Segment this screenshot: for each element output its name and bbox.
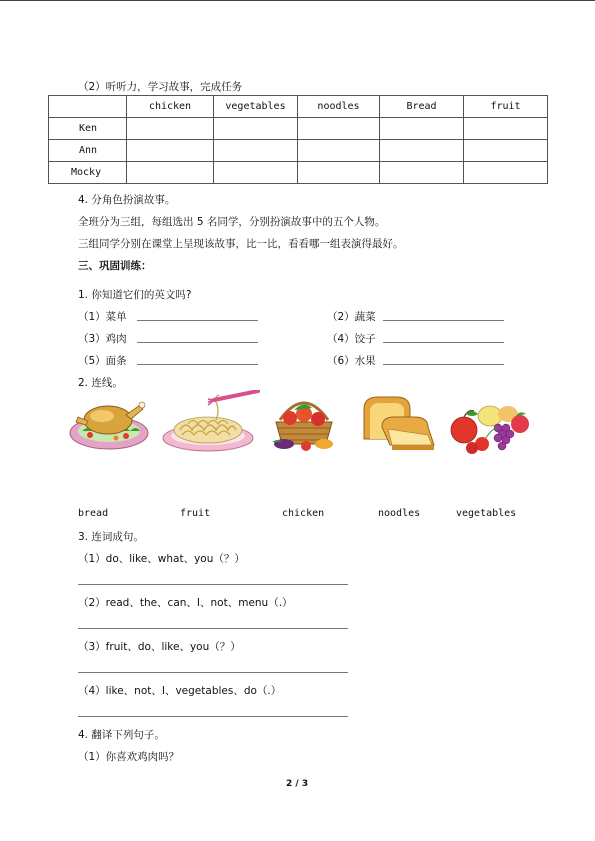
q3-item: （3）fruit、do、like、you（？） <box>78 641 241 653</box>
answer-cell[interactable] <box>464 118 548 140</box>
answer-cell[interactable] <box>214 162 298 184</box>
answer-line[interactable] <box>78 716 348 717</box>
roleplay-line-1: 全班分为三组，每组选出 5 名同学，分别扮演故事中的五个人物。 <box>78 216 386 228</box>
q4-heading: 4. 翻译下列句子。 <box>78 729 165 741</box>
q1-item: （4）饺子 <box>327 333 376 345</box>
q3-heading: 3. 连词成句。 <box>78 531 144 543</box>
answer-cell[interactable] <box>214 140 298 162</box>
answer-cell[interactable] <box>380 118 464 140</box>
answer-blank[interactable] <box>383 342 504 343</box>
table-header-cell: chicken <box>127 96 214 118</box>
bread-picture[interactable] <box>358 393 438 455</box>
q4-item: （1）你喜欢鸡肉吗？ <box>78 751 180 763</box>
answer-blank[interactable] <box>137 320 258 321</box>
answer-cell[interactable] <box>298 140 380 162</box>
table-header-cell: fruit <box>464 96 548 118</box>
q3-item: （4）like、not、I、vegetables、do（.） <box>78 685 282 697</box>
q1-item: （5）面条 <box>78 355 127 367</box>
q3-item: （2）read、the、can、I、not、menu（.） <box>78 597 293 609</box>
listening-heading: （2）听听力，学习故事，完成任务 <box>78 81 243 93</box>
match-word[interactable]: fruit <box>180 508 211 519</box>
answer-line[interactable] <box>78 584 348 585</box>
match-word[interactable]: vegetables <box>456 508 517 519</box>
fruit-picture[interactable] <box>446 398 534 458</box>
answer-cell[interactable] <box>214 118 298 140</box>
roleplay-line-2: 三组同学分别在课堂上呈现该故事，比一比，看看哪一组表演得最好。 <box>78 238 404 250</box>
answer-cell[interactable] <box>464 162 548 184</box>
answer-cell[interactable] <box>127 118 214 140</box>
answer-blank[interactable] <box>137 342 258 343</box>
answer-blank[interactable] <box>137 364 258 365</box>
answer-cell[interactable] <box>464 140 548 162</box>
vegetable-basket-picture[interactable] <box>268 392 340 452</box>
section-3-heading: 三、巩固训练： <box>78 260 152 272</box>
page-top-rule <box>0 0 595 1</box>
noodles-picture[interactable] <box>158 390 266 456</box>
table-row <box>49 140 548 162</box>
roast-chicken-picture[interactable] <box>68 393 150 453</box>
answer-cell[interactable] <box>127 162 214 184</box>
row-label: Mocky <box>49 162 127 184</box>
match-word[interactable]: bread <box>78 508 109 519</box>
answer-cell[interactable] <box>298 118 380 140</box>
answer-line[interactable] <box>78 672 348 673</box>
answer-line[interactable] <box>78 628 348 629</box>
table-row <box>49 162 548 184</box>
q1-heading: 1. 你知道它们的英文吗? <box>78 289 192 301</box>
answer-blank[interactable] <box>383 364 504 365</box>
row-label: Ken <box>49 118 127 140</box>
answer-cell[interactable] <box>380 140 464 162</box>
table-header-cell: vegetables <box>214 96 298 118</box>
match-word[interactable]: noodles <box>378 508 421 519</box>
row-label: Ann <box>49 140 127 162</box>
answer-cell[interactable] <box>298 162 380 184</box>
table-header-cell: Bread <box>380 96 464 118</box>
answer-cell[interactable] <box>380 162 464 184</box>
q1-item: （2）蔬菜 <box>327 311 376 323</box>
answer-blank[interactable] <box>383 320 504 321</box>
q1-item: （6）水果 <box>327 355 376 367</box>
table-header-cell: noodles <box>298 96 380 118</box>
match-word[interactable]: chicken <box>282 508 325 519</box>
table-row <box>49 118 548 140</box>
page-number: 2 / 3 <box>286 779 309 789</box>
answer-cell[interactable] <box>127 140 214 162</box>
table-header-cell <box>49 96 127 118</box>
q1-item: （1）菜单 <box>78 311 127 323</box>
table-header-row <box>49 96 548 118</box>
roleplay-heading: 4. 分角色扮演故事。 <box>78 194 176 206</box>
listening-table <box>48 95 548 184</box>
q2-heading: 2. 连线。 <box>78 377 123 389</box>
q3-item: （1）do、like、what、you（？） <box>78 553 245 565</box>
q1-item: （3）鸡肉 <box>78 333 127 345</box>
